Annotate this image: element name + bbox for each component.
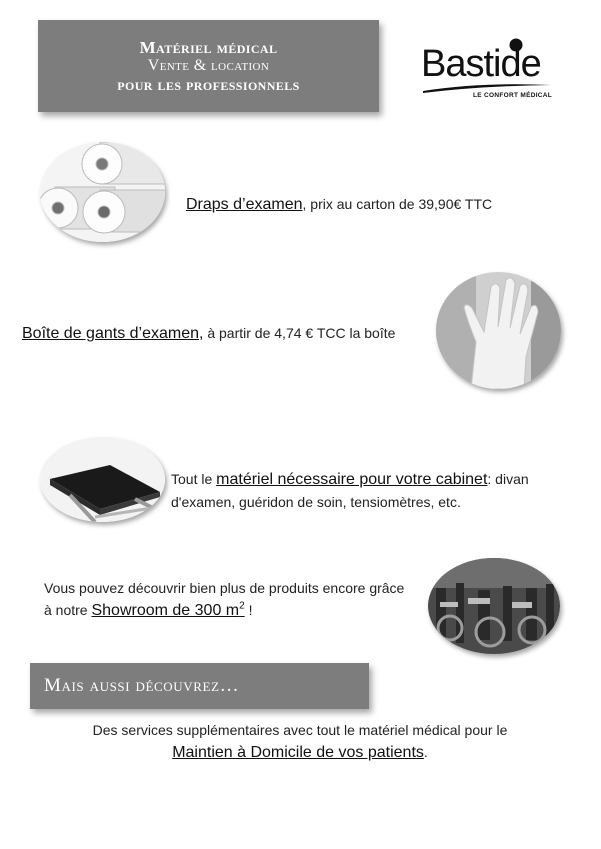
exam-table-photo	[40, 437, 165, 522]
item-3-link[interactable]: matériel nécessaire pour votre cabinet	[216, 471, 488, 488]
section-title: Mais aussi découvrez…	[44, 675, 240, 696]
item-1-text	[186, 193, 546, 216]
paper-rolls-photo	[40, 142, 165, 242]
item-4-link[interactable]	[91, 602, 244, 619]
item-2-link[interactable]: Boîte de gants d’examen,	[22, 325, 204, 342]
item-3-text	[171, 468, 563, 513]
services-suffix: .	[423, 744, 428, 760]
logo-wordmark: Bastide	[421, 43, 541, 85]
logo-tagline: LE CONFORT MÉDICAL	[473, 92, 553, 99]
item-4-suffix: !	[244, 602, 253, 618]
item-3-desc: : divan d'examen, guéridon de soin, tensiomètres, etc.	[171, 471, 529, 510]
bastide-logo	[415, 38, 555, 106]
header-banner	[38, 20, 379, 112]
showroom-photo	[428, 558, 560, 654]
section-banner	[30, 663, 369, 709]
header-line-2: Vente & location	[147, 57, 270, 74]
item-2-desc: à partir de 4,74 € TCC la boîte	[203, 325, 396, 341]
item-4-link-text: Showroom de 300 m	[91, 602, 240, 619]
item-4-prefix: Vous pouvez découvrir bien plus de produits encore grâce à notre	[44, 580, 405, 618]
header-line-1: Matériel médical	[139, 38, 278, 57]
item-4-text	[44, 577, 414, 622]
services-text	[40, 719, 560, 764]
header-line-3: pour les professionnels	[117, 75, 300, 94]
item-3-prefix: Tout le	[171, 471, 217, 487]
item-1-desc: , prix au carton de 39,90€ TTC	[302, 196, 493, 212]
services-intro: Des services supplémentaires avec tout le matériel médical pour le	[92, 722, 508, 738]
gloves-photo	[436, 272, 561, 389]
services-link[interactable]: Maintien à Domicile de vos patients	[172, 744, 424, 761]
item-1-link[interactable]: Draps d’examen	[186, 196, 303, 213]
item-4-sup: 2	[239, 600, 245, 612]
item-2-text	[22, 322, 402, 345]
